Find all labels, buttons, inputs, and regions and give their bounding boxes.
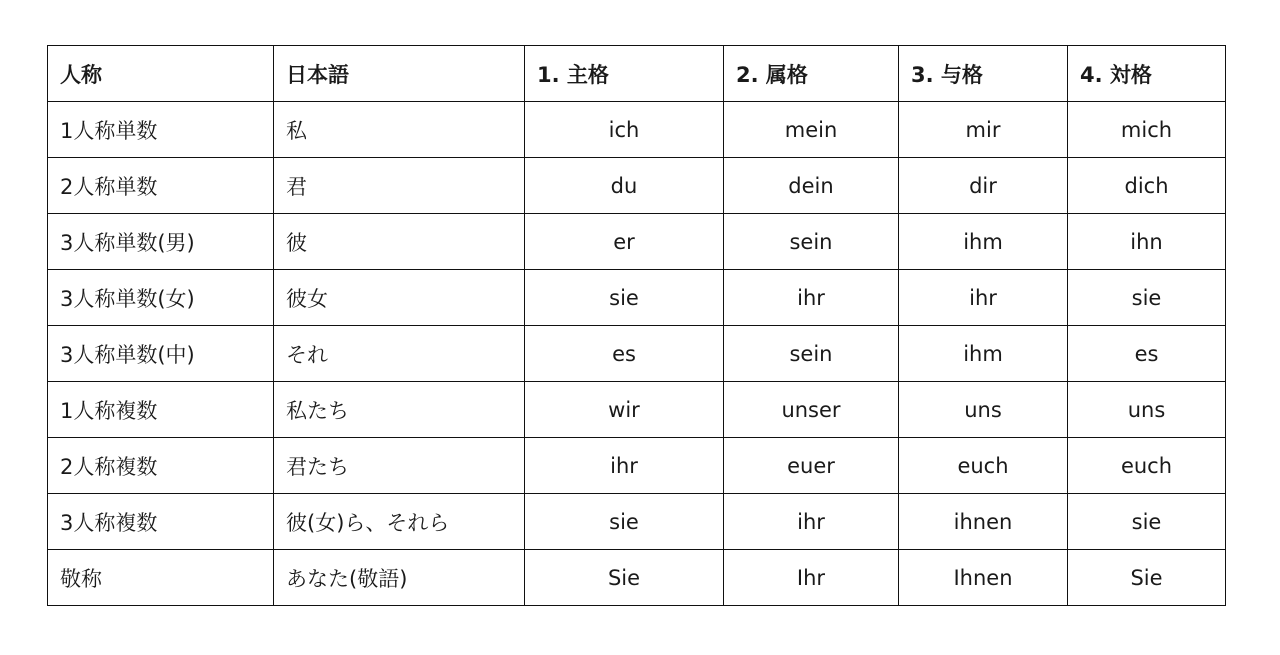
cell-japanese: 彼(女)ら、それら [274,494,525,550]
cell-genitive: unser [724,382,899,438]
header-japanese: 日本語 [274,46,525,102]
header-row [48,46,1226,102]
cell-dative: ihm [899,214,1068,270]
cell-japanese: 君たち [274,438,525,494]
cell-dative: dir [899,158,1068,214]
cell-accusative: sie [1068,494,1226,550]
table-row [48,214,1226,270]
table-row [48,550,1226,606]
cell-dative: ihr [899,270,1068,326]
cell-nominative: ich [525,102,724,158]
cell-genitive: ihr [724,270,899,326]
cell-genitive: sein [724,214,899,270]
cell-genitive: euer [724,438,899,494]
table-row [48,438,1226,494]
cell-japanese: あなた(敬語) [274,550,525,606]
cell-accusative: sie [1068,270,1226,326]
cell-person: 敬称 [48,550,274,606]
cell-genitive: dein [724,158,899,214]
cell-japanese: 君 [274,158,525,214]
cell-accusative: euch [1068,438,1226,494]
cell-dative: euch [899,438,1068,494]
cell-nominative: ihr [525,438,724,494]
cell-dative: ihm [899,326,1068,382]
cell-accusative: es [1068,326,1226,382]
table-row [48,382,1226,438]
cell-accusative: ihn [1068,214,1226,270]
cell-japanese: 私たち [274,382,525,438]
table-row [48,494,1226,550]
cell-dative: uns [899,382,1068,438]
cell-person: 1人称複数 [48,382,274,438]
cell-genitive: Ihr [724,550,899,606]
cell-person: 3人称単数(男) [48,214,274,270]
cell-person: 3人称単数(女) [48,270,274,326]
cell-dative: Ihnen [899,550,1068,606]
header-person: 人称 [48,46,274,102]
header-dative: 3. 与格 [899,46,1068,102]
header-accusative: 4. 対格 [1068,46,1226,102]
cell-accusative: mich [1068,102,1226,158]
pronoun-declension-table [47,45,1226,606]
table-row [48,270,1226,326]
cell-japanese: 私 [274,102,525,158]
cell-nominative: sie [525,270,724,326]
cell-japanese: 彼 [274,214,525,270]
cell-genitive: ihr [724,494,899,550]
cell-person: 2人称複数 [48,438,274,494]
cell-nominative: wir [525,382,724,438]
header-nominative: 1. 主格 [525,46,724,102]
table-row [48,326,1226,382]
cell-nominative: er [525,214,724,270]
cell-nominative: du [525,158,724,214]
cell-dative: mir [899,102,1068,158]
cell-japanese: それ [274,326,525,382]
cell-accusative: Sie [1068,550,1226,606]
cell-nominative: es [525,326,724,382]
header-genitive: 2. 属格 [724,46,899,102]
cell-nominative: Sie [525,550,724,606]
cell-person: 2人称単数 [48,158,274,214]
cell-dative: ihnen [899,494,1068,550]
cell-person: 3人称単数(中) [48,326,274,382]
cell-accusative: dich [1068,158,1226,214]
cell-person: 1人称単数 [48,102,274,158]
cell-genitive: sein [724,326,899,382]
cell-japanese: 彼女 [274,270,525,326]
cell-genitive: mein [724,102,899,158]
table-row [48,102,1226,158]
cell-nominative: sie [525,494,724,550]
cell-accusative: uns [1068,382,1226,438]
cell-person: 3人称複数 [48,494,274,550]
table-row [48,158,1226,214]
